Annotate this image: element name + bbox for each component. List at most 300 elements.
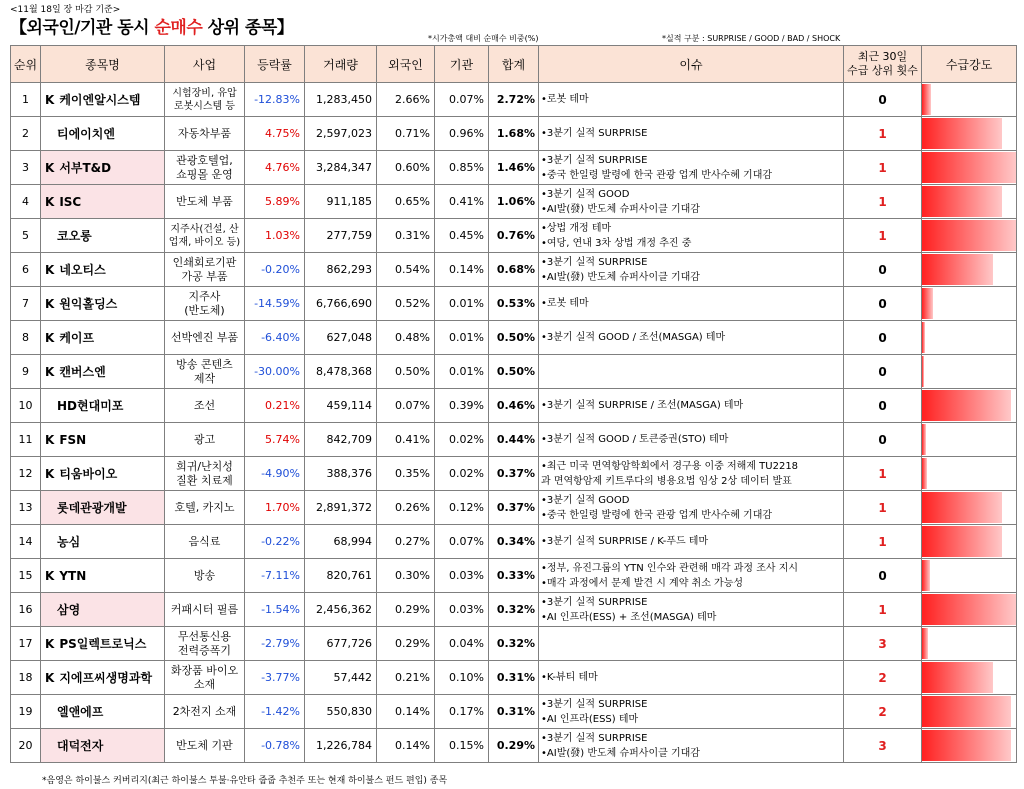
change-cell: -3.77%	[245, 661, 305, 695]
strength-cell	[922, 457, 1017, 491]
volume-cell: 6,766,690	[305, 287, 377, 321]
table-row	[11, 219, 1017, 253]
col-foreign: 외국인	[377, 46, 435, 83]
strength-bar	[922, 628, 928, 659]
count-cell: 0	[844, 559, 922, 593]
sector-line1: 희귀/난치성	[176, 459, 233, 473]
sector-line2: 쇼핑몰 운영	[176, 167, 233, 181]
rank-cell: 12	[11, 457, 41, 491]
change-cell: -6.40%	[245, 321, 305, 355]
strength-cell	[922, 627, 1017, 661]
sector-line2: (반도체)	[184, 303, 225, 317]
sector-line1: 지주사(건설, 산	[170, 223, 239, 235]
stock-name-cell	[41, 389, 165, 423]
volume-cell: 459,114	[305, 389, 377, 423]
col-total: 합계	[489, 46, 539, 83]
rank-cell: 13	[11, 491, 41, 525]
total-cell: 0.76%	[489, 219, 539, 253]
issue-line1: •3분기 실적 SURPRISE	[541, 596, 648, 608]
inst-cell: 0.17%	[435, 695, 489, 729]
strength-bar	[922, 594, 1016, 625]
market-marker: K	[45, 194, 55, 209]
foreign-cell: 0.52%	[377, 287, 435, 321]
strength-bar	[922, 730, 1011, 761]
stock-name: FSN	[59, 432, 87, 447]
total-cell: 0.29%	[489, 729, 539, 763]
foreign-cell: 0.41%	[377, 423, 435, 457]
inst-cell: 0.10%	[435, 661, 489, 695]
stock-name: HD현대미포	[57, 399, 124, 413]
foreign-cell: 0.48%	[377, 321, 435, 355]
volume-cell: 550,830	[305, 695, 377, 729]
strength-cell	[922, 219, 1017, 253]
issue-cell	[539, 219, 844, 253]
inst-cell: 0.02%	[435, 457, 489, 491]
count-cell: 1	[844, 457, 922, 491]
rank-cell: 11	[11, 423, 41, 457]
change-cell: -7.11%	[245, 559, 305, 593]
sector-line1: 반도체 부품	[176, 194, 233, 208]
rank-cell: 20	[11, 729, 41, 763]
total-cell: 2.72%	[489, 83, 539, 117]
stock-name: ISC	[59, 194, 82, 209]
table-header	[11, 46, 1017, 83]
sector-line1: 시험장비, 유압	[172, 87, 237, 99]
issue-line1: •3분기 실적 SURPRISE	[541, 128, 648, 139]
stock-name: YTN	[59, 568, 87, 583]
inst-cell: 0.85%	[435, 151, 489, 185]
strength-cell	[922, 321, 1017, 355]
sector-cell	[165, 151, 245, 185]
inst-cell: 0.45%	[435, 219, 489, 253]
table-row	[11, 185, 1017, 219]
table-row	[11, 661, 1017, 695]
stock-name: 티움바이오	[59, 467, 118, 481]
issue-line2: 과 면역항암제 키트루다의 병용요법 임상 2상 데이터 발표	[541, 475, 792, 487]
foreign-cell: 0.60%	[377, 151, 435, 185]
strength-bar	[922, 356, 924, 387]
change-cell: -2.79%	[245, 627, 305, 661]
col-count	[844, 46, 922, 83]
issue-cell	[539, 185, 844, 219]
issue-line1: •3분기 실적 SURPRISE	[541, 698, 648, 710]
col-count-line2: 수급 상위 횟수	[847, 64, 918, 77]
table-row	[11, 321, 1017, 355]
foreign-cell: 0.21%	[377, 661, 435, 695]
sector-line1: 지주사	[188, 289, 221, 303]
volume-cell: 2,891,372	[305, 491, 377, 525]
count-cell: 0	[844, 287, 922, 321]
table-row	[11, 253, 1017, 287]
stock-name-cell	[41, 185, 165, 219]
strength-cell	[922, 661, 1017, 695]
table-row	[11, 287, 1017, 321]
stock-name: 코오롱	[57, 229, 92, 243]
col-change: 등락률	[245, 46, 305, 83]
issue-line1: •K-뷰티 테마	[541, 672, 598, 683]
strength-cell	[922, 151, 1017, 185]
stock-name-cell	[41, 559, 165, 593]
foreign-cell: 0.30%	[377, 559, 435, 593]
sector-line2: 제작	[193, 371, 216, 385]
sector-line2: 업재, 바이오 등)	[168, 236, 241, 248]
sector-line2: 로봇시스템 등	[173, 100, 236, 112]
count-cell: 2	[844, 695, 922, 729]
sector-cell	[165, 559, 245, 593]
market-marker: K	[45, 467, 55, 481]
total-cell: 0.44%	[489, 423, 539, 457]
issue-line2: •AI 인프라(ESS) 테마	[541, 713, 639, 725]
stock-name: 캔버스엔	[59, 365, 106, 379]
sector-line1: 광고	[193, 432, 216, 446]
market-marker: K	[45, 93, 55, 107]
strength-cell	[922, 287, 1017, 321]
sector-line1: 자동차부품	[177, 126, 232, 140]
stock-name: 삼영	[57, 603, 81, 617]
count-cell: 1	[844, 525, 922, 559]
sector-cell	[165, 661, 245, 695]
volume-cell: 1,283,450	[305, 83, 377, 117]
foreign-cell: 0.65%	[377, 185, 435, 219]
stock-name: 롯데관광개발	[57, 501, 127, 515]
net-buy-table	[10, 45, 1017, 763]
rank-cell: 4	[11, 185, 41, 219]
sector-line1: 반도체 기판	[176, 738, 233, 752]
rank-cell: 15	[11, 559, 41, 593]
stock-name-cell	[41, 661, 165, 695]
strength-cell	[922, 185, 1017, 219]
stock-name-cell	[41, 83, 165, 117]
sector-line1: 무선통신용	[177, 629, 232, 643]
market-marker: K	[45, 432, 55, 447]
grade-note: *실적 구분 : SURPRISE / GOOD / BAD / SHOCK	[662, 34, 841, 43]
stock-name-cell	[41, 423, 165, 457]
count-cell: 0	[844, 83, 922, 117]
count-cell: 1	[844, 185, 922, 219]
count-cell: 1	[844, 219, 922, 253]
table-row	[11, 491, 1017, 525]
inst-cell: 0.07%	[435, 525, 489, 559]
volume-cell: 388,376	[305, 457, 377, 491]
col-rank: 순위	[11, 46, 41, 83]
change-cell: -0.22%	[245, 525, 305, 559]
sector-cell	[165, 253, 245, 287]
col-count-line1: 최근 30일	[857, 50, 908, 63]
inst-cell: 0.01%	[435, 355, 489, 389]
issue-line2: •중국 한일령 발령에 한국 관광 업계 반사수혜 기대감	[541, 509, 773, 521]
sector-cell	[165, 627, 245, 661]
inst-cell: 0.07%	[435, 83, 489, 117]
strength-cell	[922, 355, 1017, 389]
foreign-cell: 0.54%	[377, 253, 435, 287]
sector-line1: 방송 콘텐츠	[176, 357, 233, 371]
strength-bar	[922, 526, 1002, 557]
market-marker: K	[45, 161, 55, 175]
stock-name-cell	[41, 253, 165, 287]
count-cell: 3	[844, 627, 922, 661]
total-cell: 0.32%	[489, 627, 539, 661]
strength-cell	[922, 423, 1017, 457]
rank-cell: 1	[11, 83, 41, 117]
volume-cell: 842,709	[305, 423, 377, 457]
table-row	[11, 559, 1017, 593]
total-cell: 0.33%	[489, 559, 539, 593]
issue-cell	[539, 389, 844, 423]
change-cell: -14.59%	[245, 287, 305, 321]
rank-cell: 14	[11, 525, 41, 559]
market-marker: K	[45, 568, 55, 583]
issue-cell	[539, 559, 844, 593]
issue-cell	[539, 661, 844, 695]
inst-cell: 0.04%	[435, 627, 489, 661]
change-cell: 5.74%	[245, 423, 305, 457]
table-row	[11, 151, 1017, 185]
foreign-cell: 0.14%	[377, 695, 435, 729]
rank-cell: 9	[11, 355, 41, 389]
volume-cell: 68,994	[305, 525, 377, 559]
stock-name: 엘앤에프	[57, 705, 104, 719]
stock-name-cell	[41, 151, 165, 185]
sector-line1: 화장품 바이오	[170, 663, 239, 677]
sector-line2: 가공 부품	[181, 269, 228, 283]
issue-line1: •3분기 실적 SURPRISE	[541, 732, 648, 744]
issue-line2: •여당, 연내 3차 상법 개정 추진 중	[541, 237, 692, 249]
inst-cell: 0.96%	[435, 117, 489, 151]
issue-cell	[539, 321, 844, 355]
change-cell: 1.03%	[245, 219, 305, 253]
footnote: *음영은 하이불스 커버리지(최근 하이불스 투불·유안타 줍줍 추천주 또는 현재 하이불스 펀드 편입) 종목	[42, 776, 448, 786]
volume-cell: 8,478,368	[305, 355, 377, 389]
strength-cell	[922, 253, 1017, 287]
total-cell: 0.46%	[489, 389, 539, 423]
issue-cell	[539, 151, 844, 185]
total-cell: 0.37%	[489, 491, 539, 525]
strength-cell	[922, 491, 1017, 525]
issue-cell	[539, 253, 844, 287]
foreign-cell: 0.26%	[377, 491, 435, 525]
change-cell: -0.20%	[245, 253, 305, 287]
count-cell: 0	[844, 355, 922, 389]
sector-cell	[165, 695, 245, 729]
volume-cell: 2,597,023	[305, 117, 377, 151]
rank-cell: 17	[11, 627, 41, 661]
issue-cell	[539, 627, 844, 661]
issue-line2: •중국 한일령 발령에 한국 관광 업계 반사수혜 기대감	[541, 169, 773, 181]
count-cell: 1	[844, 593, 922, 627]
foreign-cell: 0.50%	[377, 355, 435, 389]
stock-name-cell	[41, 729, 165, 763]
stock-name: 대덕전자	[57, 739, 104, 753]
inst-cell: 0.12%	[435, 491, 489, 525]
rank-cell: 5	[11, 219, 41, 253]
col-issue: 이슈	[539, 46, 844, 83]
strength-bar	[922, 84, 931, 115]
strength-cell	[922, 559, 1017, 593]
rank-cell: 7	[11, 287, 41, 321]
stock-name: 케이엔알시스템	[59, 93, 141, 107]
issue-cell	[539, 457, 844, 491]
market-marker: K	[45, 297, 55, 311]
sector-cell	[165, 525, 245, 559]
stock-name-cell	[41, 321, 165, 355]
inst-cell: 0.03%	[435, 559, 489, 593]
issue-line1: •정부, 유진그룹의 YTN 인수와 관련해 매각 과정 조사 지시	[541, 562, 799, 574]
volume-cell: 627,048	[305, 321, 377, 355]
inst-cell: 0.02%	[435, 423, 489, 457]
table-row	[11, 117, 1017, 151]
stock-name-cell	[41, 219, 165, 253]
issue-line1: •3분기 실적 SURPRISE / 조선(MASGA) 테마	[541, 400, 744, 411]
total-cell: 0.50%	[489, 355, 539, 389]
issue-cell	[539, 593, 844, 627]
total-cell: 1.06%	[489, 185, 539, 219]
strength-cell	[922, 117, 1017, 151]
change-cell: -1.42%	[245, 695, 305, 729]
market-marker: K	[45, 671, 55, 685]
ratio-note: *시가총액 대비 순매수 비중(%)	[428, 34, 539, 43]
stock-name-cell	[41, 491, 165, 525]
inst-cell: 0.15%	[435, 729, 489, 763]
stock-name: PS일렉트로닉스	[59, 637, 147, 651]
change-cell: -1.54%	[245, 593, 305, 627]
date-note: <11월 18일 장 마감 기준>	[10, 5, 121, 15]
stock-name-cell	[41, 593, 165, 627]
issue-cell	[539, 117, 844, 151]
strength-bar	[922, 560, 930, 591]
foreign-cell: 0.14%	[377, 729, 435, 763]
sector-cell	[165, 83, 245, 117]
issue-line1: •로봇 테마	[541, 298, 589, 309]
foreign-cell: 2.66%	[377, 83, 435, 117]
issue-line1: •3분기 실적 GOOD / 토큰증권(STO) 테마	[541, 434, 729, 445]
issue-line2: •매각 과정에서 문제 발견 시 계약 취소 가능성	[541, 577, 744, 589]
rank-cell: 16	[11, 593, 41, 627]
change-cell: -0.78%	[245, 729, 305, 763]
col-name: 종목명	[41, 46, 165, 83]
sector-cell	[165, 389, 245, 423]
sector-cell	[165, 355, 245, 389]
sector-cell	[165, 321, 245, 355]
change-cell: 4.76%	[245, 151, 305, 185]
sector-cell	[165, 219, 245, 253]
sector-line1: 호텔, 카지노	[174, 500, 235, 514]
volume-cell: 820,761	[305, 559, 377, 593]
stock-name: 티에이치엔	[57, 127, 115, 141]
issue-cell	[539, 695, 844, 729]
volume-cell: 677,726	[305, 627, 377, 661]
sector-line2: 소재	[193, 677, 216, 691]
inst-cell: 0.03%	[435, 593, 489, 627]
table-row	[11, 729, 1017, 763]
title-suffix: 상위 종목】	[202, 18, 294, 38]
issue-line2: •AI발(發) 반도체 슈퍼사이클 기대감	[541, 203, 700, 215]
issue-line1: •3분기 실적 SURPRISE	[541, 256, 648, 268]
total-cell: 0.34%	[489, 525, 539, 559]
strength-cell	[922, 525, 1017, 559]
strength-bar	[922, 458, 927, 489]
strength-bar	[922, 254, 993, 285]
sector-cell	[165, 491, 245, 525]
table-row	[11, 83, 1017, 117]
inst-cell: 0.01%	[435, 287, 489, 321]
stock-name-cell	[41, 457, 165, 491]
rank-cell: 10	[11, 389, 41, 423]
strength-bar	[922, 288, 933, 319]
market-marker: K	[45, 365, 55, 379]
issue-line2: •AI발(發) 반도체 슈퍼사이클 기대감	[541, 747, 700, 759]
market-marker: K	[45, 637, 55, 651]
stock-name: 원익홀딩스	[59, 297, 118, 311]
foreign-cell: 0.29%	[377, 627, 435, 661]
table-row	[11, 389, 1017, 423]
issue-cell	[539, 287, 844, 321]
strength-bar	[922, 186, 1002, 217]
change-cell: -4.90%	[245, 457, 305, 491]
issue-line1: •상법 개정 테마	[541, 222, 612, 234]
sector-line1: 관광호텔업,	[176, 153, 233, 167]
sector-cell	[165, 457, 245, 491]
total-cell: 0.37%	[489, 457, 539, 491]
issue-cell	[539, 355, 844, 389]
count-cell: 2	[844, 661, 922, 695]
table-row	[11, 423, 1017, 457]
strength-bar	[922, 322, 925, 353]
foreign-cell: 0.35%	[377, 457, 435, 491]
sector-cell	[165, 287, 245, 321]
rank-cell: 2	[11, 117, 41, 151]
sector-line2: 전력증폭기	[177, 643, 232, 657]
total-cell: 0.32%	[489, 593, 539, 627]
issue-line1: •3분기 실적 SURPRISE / K-푸드 테마	[541, 536, 709, 547]
issue-line1: •3분기 실적 GOOD	[541, 188, 630, 200]
sector-line1: 인쇄회로기판	[172, 255, 237, 269]
table-row	[11, 593, 1017, 627]
inst-cell: 0.14%	[435, 253, 489, 287]
stock-name: 농심	[57, 535, 81, 549]
volume-cell: 862,293	[305, 253, 377, 287]
change-cell: -12.83%	[245, 83, 305, 117]
col-inst: 기관	[435, 46, 489, 83]
count-cell: 3	[844, 729, 922, 763]
rank-cell: 8	[11, 321, 41, 355]
volume-cell: 1,226,784	[305, 729, 377, 763]
strength-cell	[922, 83, 1017, 117]
sector-cell	[165, 423, 245, 457]
issue-cell	[539, 423, 844, 457]
count-cell: 0	[844, 389, 922, 423]
sector-line1: 음식료	[188, 534, 221, 548]
stock-name-cell	[41, 525, 165, 559]
col-volume: 거래량	[305, 46, 377, 83]
sector-cell	[165, 117, 245, 151]
issue-cell	[539, 729, 844, 763]
sector-cell	[165, 729, 245, 763]
table-row	[11, 627, 1017, 661]
total-cell: 0.50%	[489, 321, 539, 355]
issue-line1: •최근 미국 면역항암학회에서 경구용 이중 저해제 TU2218	[541, 460, 799, 472]
total-cell: 0.53%	[489, 287, 539, 321]
issue-line1: •3분기 실적 SURPRISE	[541, 154, 648, 166]
strength-bar	[922, 390, 1011, 421]
total-cell: 0.31%	[489, 695, 539, 729]
stock-name: 네오티스	[59, 263, 106, 277]
change-cell: 5.89%	[245, 185, 305, 219]
count-cell: 1	[844, 151, 922, 185]
rank-cell: 3	[11, 151, 41, 185]
change-cell: -30.00%	[245, 355, 305, 389]
total-cell: 0.68%	[489, 253, 539, 287]
table-row	[11, 355, 1017, 389]
